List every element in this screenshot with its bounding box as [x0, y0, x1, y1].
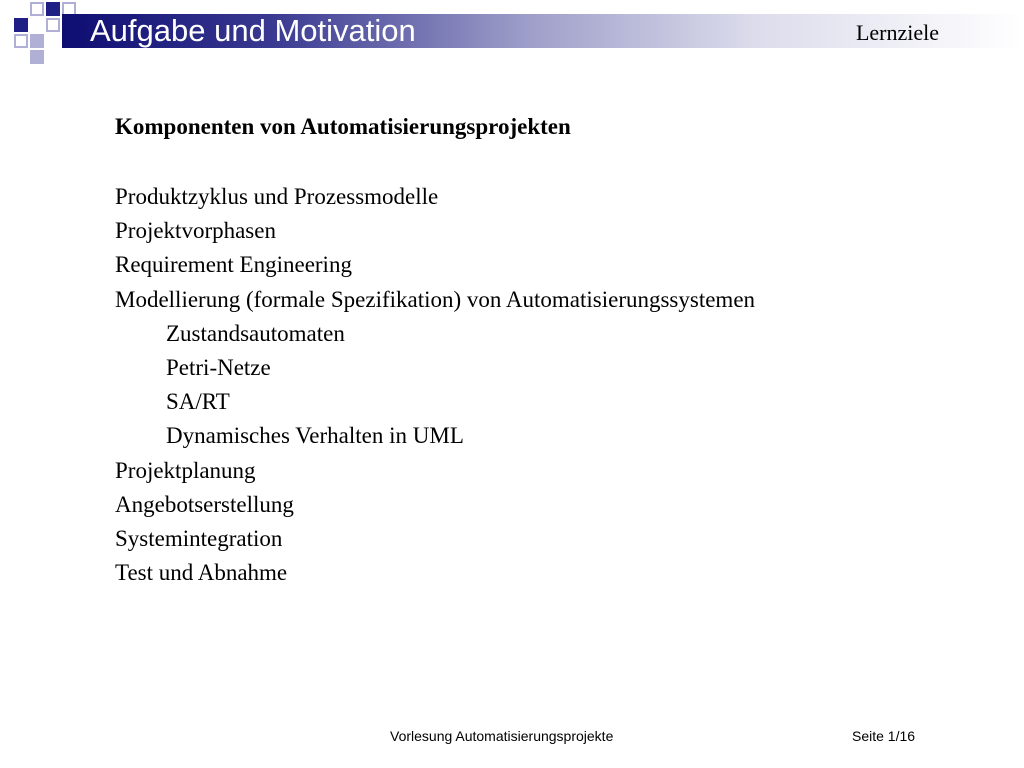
topic-subitem: SA/RT — [166, 389, 230, 415]
topic-list — [115, 180, 975, 590]
topic-item: Projektplanung — [115, 457, 256, 483]
topic-subitem: Petri-Netze — [166, 355, 271, 381]
logo-square — [46, 2, 60, 16]
logo-square — [14, 18, 28, 32]
slide-content — [115, 112, 975, 590]
footer-course: Vorlesung Automatisierungsprojekte — [390, 728, 614, 744]
topic-item: Projektvorphasen — [115, 218, 276, 244]
logo-square — [30, 34, 44, 48]
topic-item: Produktzyklus und Prozessmodelle — [115, 184, 439, 209]
topic-item: Angebotserstellung — [115, 491, 294, 517]
topic-item: Test und Abnahme — [115, 560, 288, 586]
topic-item: Systemintegration — [115, 526, 283, 552]
content-heading: Komponenten von Automatisierungsprojekten — [115, 114, 571, 139]
logo-square — [30, 2, 44, 16]
topic-item: Modellierung (formale Spezifikation) von Automatisierungssystemen — [115, 286, 756, 312]
logo-square — [30, 50, 44, 64]
topic-subitem: Dynamisches Verhalten in UML — [166, 423, 464, 449]
logo-square — [46, 18, 60, 32]
section-label: Lernziele — [855, 20, 939, 45]
topic-item: Requirement Engineering — [115, 252, 352, 278]
slide-title: Aufgabe und Motivation — [90, 13, 416, 48]
logo-square — [14, 34, 28, 48]
footer-page-number: Seite 1/16 — [852, 728, 916, 744]
topic-subitem: Zustandsautomaten — [166, 320, 345, 346]
